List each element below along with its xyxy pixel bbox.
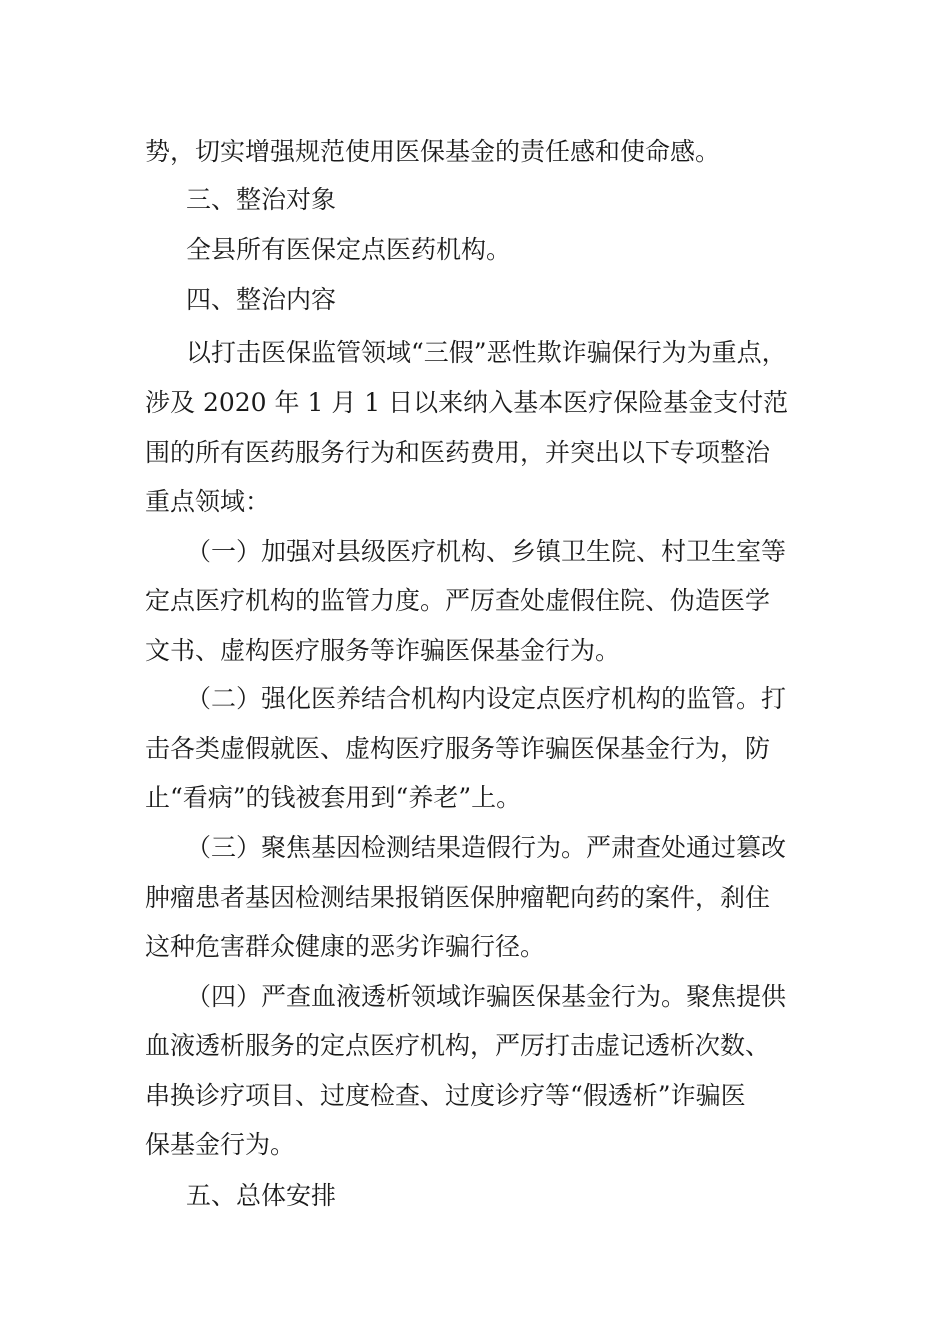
text-line-17: 这种危害群众健康的恶劣诈骗行径。	[145, 932, 546, 961]
text-line-9: （一）加强对县级医疗机构、乡镇卫生院、村卫生室等	[186, 537, 787, 566]
text-line-19: 血液透析服务的定点医疗机构，严厉打击虚记透析次数、	[145, 1031, 771, 1060]
text-line-8: 重点领域：	[145, 487, 271, 516]
text-line-12: （二）强化医养结合机构内设定点医疗机构的监管。打	[186, 684, 787, 713]
heading-3: 三、整治对象	[186, 185, 337, 214]
text-line-6: 涉及 2020 年 1 月 1 日以来纳入基本医疗保险基金支付范	[145, 388, 789, 417]
text-line-21: 保基金行为。	[145, 1130, 296, 1159]
text-line-13: 击各类虚假就医、虚构医疗服务等诈骗医保基金行为，防	[145, 734, 771, 763]
text-line-15: （三）聚焦基因检测结果造假行为。严肃查处通过篡改	[186, 833, 787, 862]
text-line-3: 全县所有医保定点医药机构。	[186, 235, 512, 264]
text-line-5: 以打击医保监管领域“三假”恶性欺诈骗保行为为重点，	[186, 338, 787, 367]
text-line-7: 围的所有医药服务行为和医药费用，并突出以下专项整治	[145, 438, 771, 467]
text-line-1: 势，切实增强规范使用医保基金的责任感和使命感。	[145, 137, 721, 166]
text-line-11: 文书、虚构医疗服务等诈骗医保基金行为。	[145, 636, 621, 665]
text-line-16: 肿瘤患者基因检测结果报销医保肿瘤靶向药的案件，刹住	[145, 883, 771, 912]
text-line-14: 止“看病”的钱被套用到“养老”上。	[145, 783, 522, 812]
text-line-20: 串换诊疗项目、过度检查、过度诊疗等“假透析”诈骗医	[145, 1081, 746, 1110]
text-line-18: （四）严查血液透析领域诈骗医保基金行为。聚焦提供	[186, 982, 787, 1011]
heading-4: 四、整治内容	[186, 285, 337, 314]
heading-5: 五、总体安排	[186, 1181, 337, 1210]
text-line-10: 定点医疗机构的监管力度。严厉查处虚假住院、伪造医学	[145, 586, 771, 615]
